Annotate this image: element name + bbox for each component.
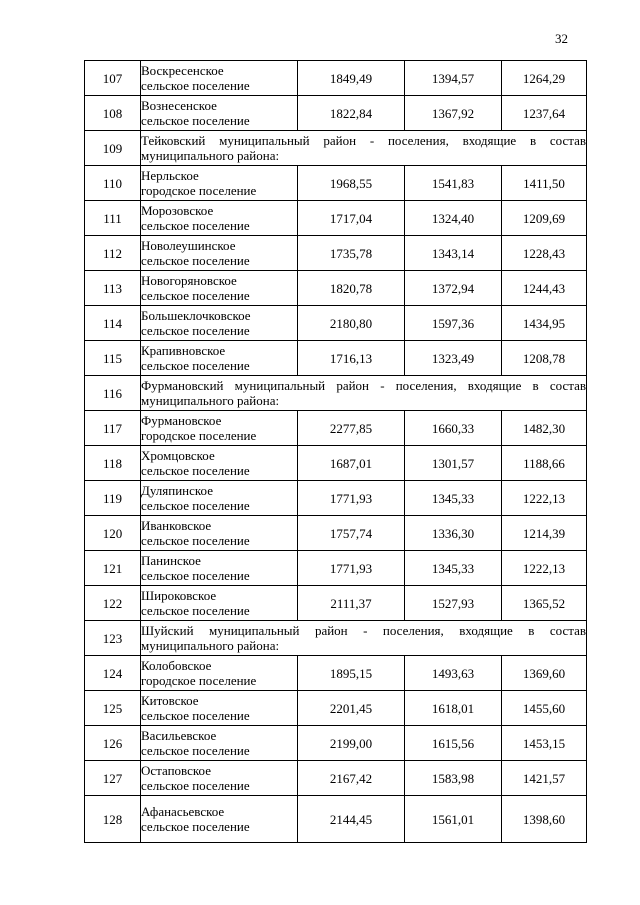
value-col-1: 2144,45 — [298, 796, 405, 843]
settlement-type-line2: сельское поселение — [141, 778, 250, 793]
value-col-1: 2167,42 — [298, 761, 405, 796]
row-number: 123 — [85, 621, 141, 656]
value-col-3: 1228,43 — [502, 236, 587, 271]
settlement-type-line2: сельское поселение — [141, 253, 250, 268]
row-number: 124 — [85, 656, 141, 691]
value-col-1: 1820,78 — [298, 271, 405, 306]
table-row — [85, 341, 587, 376]
settlement-type-line2: сельское поселение — [141, 463, 250, 478]
settlement-name-line1: Васильевское — [141, 728, 217, 743]
value-col-3: 1398,60 — [502, 796, 587, 843]
settlement-type-line2: городское поселение — [141, 428, 257, 443]
settlement-name-line1: Колобовское — [141, 658, 212, 673]
settlement-name-line1: Новогоряновское — [141, 273, 237, 288]
row-number: 115 — [85, 341, 141, 376]
settlement-name — [141, 761, 298, 796]
value-col-3: 1455,60 — [502, 691, 587, 726]
settlement-name — [141, 201, 298, 236]
value-col-3: 1365,52 — [502, 586, 587, 621]
value-col-3: 1264,29 — [502, 61, 587, 96]
table-row — [85, 166, 587, 201]
value-col-2: 1345,33 — [405, 481, 502, 516]
settlement-name — [141, 236, 298, 271]
table-row — [85, 411, 587, 446]
value-col-1: 2199,00 — [298, 726, 405, 761]
value-col-2: 1618,01 — [405, 691, 502, 726]
settlement-name — [141, 796, 298, 843]
district-header-row — [85, 621, 587, 656]
table-row — [85, 446, 587, 481]
value-col-1: 1822,84 — [298, 96, 405, 131]
value-col-2: 1583,98 — [405, 761, 502, 796]
value-col-2: 1660,33 — [405, 411, 502, 446]
value-col-3: 1244,43 — [502, 271, 587, 306]
value-col-3: 1222,13 — [502, 551, 587, 586]
settlement-type-line2: сельское поселение — [141, 568, 250, 583]
table-row — [85, 586, 587, 621]
value-col-1: 1771,93 — [298, 551, 405, 586]
value-col-2: 1394,57 — [405, 61, 502, 96]
table-row — [85, 481, 587, 516]
settlements-table — [84, 60, 587, 843]
table-row — [85, 201, 587, 236]
settlement-type-line2: сельское поселение — [141, 218, 250, 233]
value-col-1: 1757,74 — [298, 516, 405, 551]
table-body — [85, 61, 587, 843]
row-number: 117 — [85, 411, 141, 446]
row-number: 118 — [85, 446, 141, 481]
value-col-3: 1482,30 — [502, 411, 587, 446]
value-col-2: 1301,57 — [405, 446, 502, 481]
value-col-1: 1895,15 — [298, 656, 405, 691]
settlement-type-line2: сельское поселение — [141, 323, 250, 338]
row-number: 127 — [85, 761, 141, 796]
value-col-2: 1615,56 — [405, 726, 502, 761]
value-col-2: 1367,92 — [405, 96, 502, 131]
settlement-name-line1: Китовское — [141, 693, 199, 708]
settlement-name — [141, 411, 298, 446]
value-col-1: 1735,78 — [298, 236, 405, 271]
value-col-2: 1343,14 — [405, 236, 502, 271]
settlement-name-line1: Хромцовское — [141, 448, 215, 463]
settlement-name-line1: Широковское — [141, 588, 217, 603]
settlement-name — [141, 446, 298, 481]
settlement-name-line1: Воскресенское — [141, 63, 224, 78]
value-col-2: 1336,30 — [405, 516, 502, 551]
value-col-2: 1561,01 — [405, 796, 502, 843]
table-row — [85, 656, 587, 691]
settlement-type-line2: городское поселение — [141, 673, 257, 688]
settlement-name-line1: Афанасьевское — [141, 804, 225, 819]
row-number: 128 — [85, 796, 141, 843]
table-row — [85, 796, 587, 843]
row-number: 119 — [85, 481, 141, 516]
value-col-3: 1453,15 — [502, 726, 587, 761]
table-row — [85, 761, 587, 796]
settlement-name-line1: Панинское — [141, 553, 201, 568]
value-col-1: 2180,80 — [298, 306, 405, 341]
settlement-name — [141, 656, 298, 691]
value-col-1: 1849,49 — [298, 61, 405, 96]
value-col-3: 1237,64 — [502, 96, 587, 131]
table-row — [85, 96, 587, 131]
row-number: 111 — [85, 201, 141, 236]
value-col-1: 1687,01 — [298, 446, 405, 481]
value-col-3: 1214,39 — [502, 516, 587, 551]
value-col-2: 1345,33 — [405, 551, 502, 586]
district-header-text: Фурмановский муниципальный район - поселения, входящие в состав муниципального района: — [141, 376, 587, 411]
settlement-name — [141, 271, 298, 306]
settlement-name — [141, 306, 298, 341]
settlement-type-line2: сельское поселение — [141, 743, 250, 758]
settlement-name — [141, 96, 298, 131]
district-header-text: Шуйский муниципальный район - поселения, входящие в состав муниципального района: — [141, 621, 587, 656]
value-col-2: 1323,49 — [405, 341, 502, 376]
row-number: 125 — [85, 691, 141, 726]
table-row — [85, 551, 587, 586]
page-number: 32 — [555, 31, 568, 46]
settlement-name — [141, 726, 298, 761]
value-col-1: 1968,55 — [298, 166, 405, 201]
value-col-3: 1411,50 — [502, 166, 587, 201]
value-col-2: 1493,63 — [405, 656, 502, 691]
settlement-name-line1: Новолеушинское — [141, 238, 236, 253]
settlement-name-line1: Вознесенское — [141, 98, 217, 113]
value-col-1: 1771,93 — [298, 481, 405, 516]
row-number: 114 — [85, 306, 141, 341]
row-number: 112 — [85, 236, 141, 271]
row-number: 110 — [85, 166, 141, 201]
row-number: 121 — [85, 551, 141, 586]
settlement-type-line2: сельское поселение — [141, 358, 250, 373]
district-header-text: Тейковский муниципальный район - поселения, входящие в состав муниципального района: — [141, 131, 587, 166]
row-number: 108 — [85, 96, 141, 131]
table-row — [85, 236, 587, 271]
settlement-name-line1: Нерльское — [141, 168, 199, 183]
row-number: 109 — [85, 131, 141, 166]
value-col-1: 2277,85 — [298, 411, 405, 446]
settlement-name — [141, 61, 298, 96]
settlement-name-line1: Большеклочковское — [141, 308, 251, 323]
value-col-1: 2201,45 — [298, 691, 405, 726]
value-col-1: 1716,13 — [298, 341, 405, 376]
settlement-name — [141, 691, 298, 726]
table-row — [85, 61, 587, 96]
row-number: 107 — [85, 61, 141, 96]
row-number: 113 — [85, 271, 141, 306]
settlement-name-line1: Морозовское — [141, 203, 214, 218]
value-col-3: 1434,95 — [502, 306, 587, 341]
settlement-type-line2: сельское поселение — [141, 78, 250, 93]
settlement-name-line1: Остаповское — [141, 763, 211, 778]
settlement-type-line2: сельское поселение — [141, 708, 250, 723]
row-number: 126 — [85, 726, 141, 761]
settlement-type-line2: городское поселение — [141, 183, 257, 198]
table-row — [85, 306, 587, 341]
settlement-name-line1: Фурмановское — [141, 413, 222, 428]
value-col-3: 1421,57 — [502, 761, 587, 796]
settlement-name — [141, 341, 298, 376]
value-col-1: 2111,37 — [298, 586, 405, 621]
table-row — [85, 691, 587, 726]
settlement-type-line2: сельское поселение — [141, 603, 250, 618]
settlement-type-line2: сельское поселение — [141, 498, 250, 513]
row-number: 122 — [85, 586, 141, 621]
settlement-name — [141, 586, 298, 621]
table-row — [85, 516, 587, 551]
district-header-row — [85, 376, 587, 411]
settlement-type-line2: сельское поселение — [141, 819, 250, 834]
settlement-type-line2: сельское поселение — [141, 113, 250, 128]
value-col-2: 1372,94 — [405, 271, 502, 306]
value-col-2: 1597,36 — [405, 306, 502, 341]
value-col-2: 1527,93 — [405, 586, 502, 621]
value-col-3: 1188,66 — [502, 446, 587, 481]
settlement-name-line1: Дуляпинское — [141, 483, 213, 498]
settlement-name-line1: Иванковское — [141, 518, 212, 533]
value-col-2: 1541,83 — [405, 166, 502, 201]
settlement-name — [141, 551, 298, 586]
settlement-type-line2: сельское поселение — [141, 533, 250, 548]
value-col-2: 1324,40 — [405, 201, 502, 236]
value-col-1: 1717,04 — [298, 201, 405, 236]
settlement-name — [141, 516, 298, 551]
value-col-3: 1209,69 — [502, 201, 587, 236]
value-col-3: 1208,78 — [502, 341, 587, 376]
row-number: 120 — [85, 516, 141, 551]
settlement-name — [141, 481, 298, 516]
district-header-row — [85, 131, 587, 166]
settlement-name — [141, 166, 298, 201]
value-col-3: 1222,13 — [502, 481, 587, 516]
value-col-3: 1369,60 — [502, 656, 587, 691]
row-number: 116 — [85, 376, 141, 411]
table-row — [85, 271, 587, 306]
table-row — [85, 726, 587, 761]
settlement-name-line1: Крапивновское — [141, 343, 226, 358]
settlement-type-line2: сельское поселение — [141, 288, 250, 303]
